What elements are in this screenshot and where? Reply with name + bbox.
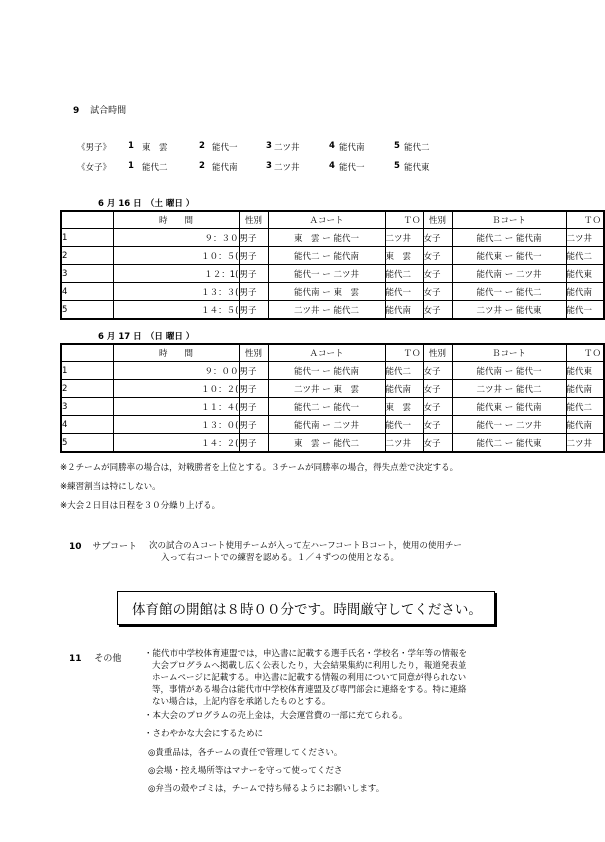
header-cell: Ａコート (268, 344, 385, 362)
court-b-match: 能代二 ー 能代東 (452, 434, 566, 453)
table-row (61, 283, 604, 301)
gender: 女子 (423, 416, 452, 434)
seed-team: 能代南 (212, 163, 238, 173)
schedule-table-day2 (60, 343, 605, 453)
table-row (61, 265, 604, 283)
table-row (61, 416, 604, 434)
gender: 女子 (423, 362, 452, 380)
seed-team: 二ツ井 (274, 163, 300, 173)
header-cell: 性別 (239, 211, 268, 229)
court-a-to: 能代二 (385, 265, 423, 283)
gender: 女子 (423, 265, 452, 283)
table-header-row (61, 211, 604, 229)
header-cell: ＴＯ (566, 344, 604, 362)
header-cell: ＴＯ (385, 211, 423, 229)
section-number: 9 (73, 106, 80, 116)
gender: 男子 (239, 362, 268, 380)
gender: 男子 (239, 398, 268, 416)
header-cell: 性別 (239, 344, 268, 362)
table-row (61, 229, 604, 247)
opening-time-notice (117, 591, 495, 625)
game-number: 2 (61, 380, 113, 398)
header-cell: ＴＯ (385, 344, 423, 362)
game-number: 1 (61, 229, 113, 247)
game-number: 5 (61, 301, 113, 320)
note-practice: ※練習割当は特にしない。 (60, 482, 161, 492)
section-11-fairplay: ・さわやかな大会にするために (144, 729, 264, 739)
gender: 男子 (239, 229, 268, 247)
seed-label: 《女子》 (77, 163, 112, 173)
court-b-match: 能代南 ー 二ツ井 (452, 265, 566, 283)
header-cell: Ｂコート (452, 211, 566, 229)
gender: 男子 (239, 265, 268, 283)
seed-number: 2 (199, 161, 205, 171)
court-a-match: 能代南 ー 東 雲 (268, 283, 385, 301)
seed-number: 3 (266, 141, 272, 151)
header-cell (61, 344, 113, 362)
court-a-match: 二ツ井 ー 能代二 (268, 301, 385, 320)
section-number: 11 (69, 654, 82, 664)
header-cell: 時 間 (113, 344, 239, 362)
section-9-heading (73, 103, 126, 116)
gender: 女子 (423, 380, 452, 398)
game-time: ９：３０ (113, 229, 239, 247)
note-day2-shift: ※大会２日目は日程を３０分繰り上げる。 (60, 501, 221, 511)
body-line: ない場合は，上記内容を承諾したものとする。 (152, 697, 331, 707)
item-valuables: ◎貴重品は，各チームの責任で管理してください。 (148, 748, 343, 758)
gender: 男子 (239, 301, 268, 320)
seed-number: 5 (394, 141, 400, 151)
court-a-to: 能代南 (385, 301, 423, 320)
section-10-heading (69, 539, 137, 552)
table-row (61, 434, 604, 453)
body-line: 入って右コートでの練習を認める。１／４ずつの使用となる。 (161, 553, 400, 563)
game-time: １３：０( (113, 416, 239, 434)
court-a-match: 二ツ井 ー 東 雲 (268, 380, 385, 398)
header-cell: ＴＯ (566, 211, 604, 229)
gender: 女子 (423, 283, 452, 301)
header-cell: 性別 (423, 211, 452, 229)
section-title: 試合時間 (90, 106, 127, 116)
seed-team: 東 雲 (142, 143, 168, 153)
seed-number: 2 (199, 141, 205, 151)
body-line: ・能代市中学校体育連盟では，申込書に記載する選手氏名・学校名・学年等の情報を (144, 649, 468, 659)
court-a-to: 能代二 (385, 362, 423, 380)
court-a-match: 能代二 ー 能代南 (268, 247, 385, 265)
game-time: １２：1( (113, 265, 239, 283)
gender: 男子 (239, 434, 268, 453)
court-b-to: 能代南 (566, 416, 604, 434)
court-a-to: 東 雲 (385, 398, 423, 416)
court-b-match: 能代東 ー 能代南 (452, 398, 566, 416)
gender: 男子 (239, 380, 268, 398)
header-cell (61, 211, 113, 229)
header-cell: Ａコート (268, 211, 385, 229)
seed-team: 能代東 (404, 163, 430, 173)
seed-team: 能代二 (404, 143, 430, 153)
court-a-to: 能代一 (385, 283, 423, 301)
seed-team: 能代一 (212, 143, 238, 153)
game-number: 2 (61, 247, 113, 265)
court-b-match: 能代一 ー 能代二 (452, 283, 566, 301)
item-trash: ◎弁当の殻やゴミは，チームで持ち帰るようにお願いします。 (148, 784, 385, 794)
court-b-to: 能代二 (566, 247, 604, 265)
court-b-to: 二ツ井 (566, 229, 604, 247)
section-number: 10 (69, 542, 82, 552)
game-time: ９：００ (113, 362, 239, 380)
court-b-match: 能代二 ー 能代南 (452, 229, 566, 247)
game-time: １０：５( (113, 247, 239, 265)
game-number: 4 (61, 283, 113, 301)
court-a-match: 東 雲 ー 能代二 (268, 434, 385, 453)
section-title: サブコート (92, 542, 137, 552)
court-b-to: 二ツ井 (566, 434, 604, 453)
note-tiebreak: ※２チームが同勝率の場合は，対戦勝者を上位とする。３チームが同勝率の場合，得失点差で決定する。 (60, 463, 459, 473)
gender: 女子 (423, 247, 452, 265)
court-b-match: 二ツ井 ー 能代東 (452, 301, 566, 320)
item-manners: ◎会場・控え場所等はマナーを守って使ってくださ (148, 766, 343, 776)
table-row (61, 380, 604, 398)
court-a-match: 能代一 ー 能代南 (268, 362, 385, 380)
game-time: １４：２( (113, 434, 239, 453)
section-11-heading (69, 651, 121, 664)
seed-number: 1 (128, 141, 134, 151)
body-line: ホームページに記載する。申込書に記載する情報の利用について同意が得られない (152, 673, 467, 683)
day1-date: 6 月 16 日 （土 曜日 ） (98, 199, 195, 209)
section-11-privacy (144, 648, 467, 708)
game-time: １０：２( (113, 380, 239, 398)
table-row (61, 301, 604, 320)
court-b-to: 能代一 (566, 301, 604, 320)
court-b-match: 能代南 ー 能代一 (452, 362, 566, 380)
table-row (61, 247, 604, 265)
court-a-to: 二ツ井 (385, 434, 423, 453)
seed-team: 能代一 (339, 163, 365, 173)
body-line: 等，事情がある場合は能代市中学校体育連盟及び専門部会に連絡をする。特に連絡 (152, 685, 467, 695)
day2-date: 6 月 17 日 （日 曜日 ） (98, 332, 195, 342)
seed-number: 3 (266, 161, 272, 171)
game-time: １３：３( (113, 283, 239, 301)
seed-number: 4 (329, 161, 335, 171)
court-b-to: 能代東 (566, 362, 604, 380)
court-a-match: 能代南 ー 二ツ井 (268, 416, 385, 434)
game-number: 5 (61, 434, 113, 453)
notice-text: 体育館の開館は８時００分です。時間厳守してください。 (132, 602, 482, 618)
seed-number: 4 (329, 141, 335, 151)
gender: 女子 (423, 229, 452, 247)
court-a-to: 能代南 (385, 380, 423, 398)
game-number: 4 (61, 416, 113, 434)
court-b-match: 能代一 ー 二ツ井 (452, 416, 566, 434)
court-b-to: 能代東 (566, 265, 604, 283)
table-header-row (61, 344, 604, 362)
section-11-sales: ・本大会のプログラムの売上金は，大会運営費の一部に充てられる。 (144, 711, 408, 721)
gender: 男子 (239, 247, 268, 265)
court-a-to: 二ツ井 (385, 229, 423, 247)
seed-team: 二ツ井 (274, 143, 300, 153)
court-b-to: 能代二 (566, 398, 604, 416)
gender: 女子 (423, 301, 452, 320)
header-cell: Ｂコート (452, 344, 566, 362)
game-number: 1 (61, 362, 113, 380)
game-time: １１：４( (113, 398, 239, 416)
gender: 女子 (423, 434, 452, 453)
seed-number: 5 (394, 161, 400, 171)
court-b-match: 能代東 ー 能代一 (452, 247, 566, 265)
seed-team: 能代南 (339, 143, 365, 153)
header-cell: 性別 (423, 344, 452, 362)
seed-label: 《男子》 (77, 143, 112, 153)
game-number: 3 (61, 265, 113, 283)
court-a-match: 東 雲 ー 能代一 (268, 229, 385, 247)
table-row (61, 362, 604, 380)
schedule-table-day1 (60, 210, 605, 320)
court-b-to: 能代南 (566, 283, 604, 301)
section-10-body (149, 540, 462, 564)
body-line: 大会プログラムへ掲載し広く公表したり，大会結果集約に利用したり，報道発表並 (152, 661, 467, 671)
court-a-match: 能代二 ー 能代一 (268, 398, 385, 416)
court-a-to: 能代一 (385, 416, 423, 434)
court-a-to: 東 雲 (385, 247, 423, 265)
court-b-match: 二ツ井 ー 能代二 (452, 380, 566, 398)
game-time: １４：５( (113, 301, 239, 320)
body-line: 次の試合のＡコート使用チームが入って左ハーフコートＢコート，使用の使用チー (149, 541, 462, 551)
gender: 男子 (239, 416, 268, 434)
court-a-match: 能代一 ー 二ツ井 (268, 265, 385, 283)
gender: 女子 (423, 398, 452, 416)
gender: 男子 (239, 283, 268, 301)
court-b-to: 能代南 (566, 380, 604, 398)
game-number: 3 (61, 398, 113, 416)
section-title: その他 (94, 654, 122, 664)
table-row (61, 398, 604, 416)
seed-team: 能代二 (142, 163, 168, 173)
header-cell: 時 間 (113, 211, 239, 229)
seed-number: 1 (128, 161, 134, 171)
